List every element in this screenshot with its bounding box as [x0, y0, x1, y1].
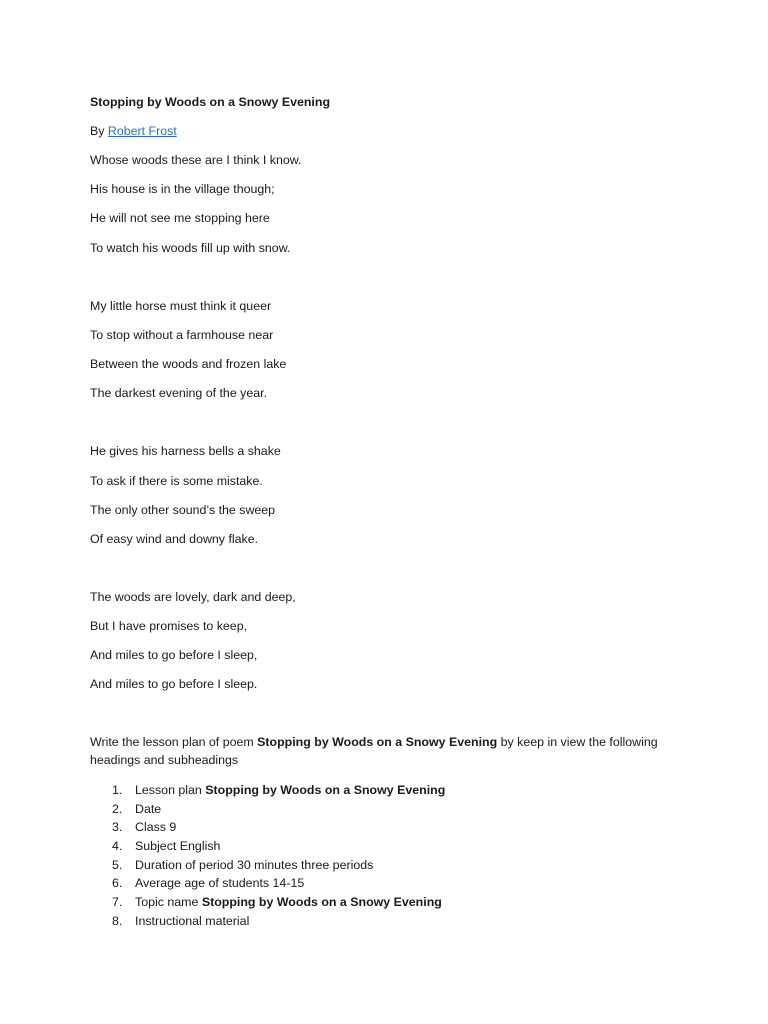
lesson-plan-list	[90, 781, 445, 931]
poem-line: To ask if there is some mistake.	[90, 474, 263, 488]
list-item-text: Duration of period 30 minutes three periods	[135, 857, 374, 872]
list-item	[90, 856, 445, 875]
assignment-paragraph	[90, 733, 670, 769]
poem-line: To watch his woods fill up with snow.	[90, 241, 291, 255]
poem-line: He will not see me stopping here	[90, 211, 270, 225]
list-item-text: Average age of students 14-15	[135, 876, 305, 891]
list-number: 4.	[112, 839, 123, 854]
poem-line: And miles to go before I sleep,	[90, 648, 258, 662]
list-item-text: Instructional material	[135, 913, 250, 928]
list-item	[90, 874, 445, 893]
list-item-bold: Stopping by Woods on a Snowy Evening	[205, 783, 446, 797]
list-item-bold: Stopping by Woods on a Snowy Evening	[201, 895, 442, 910]
list-item-text: Subject English	[135, 839, 221, 854]
list-item	[90, 818, 445, 837]
list-item	[90, 800, 445, 819]
byline-prefix: By	[90, 124, 108, 138]
poem-line: And miles to go before I sleep.	[90, 677, 258, 691]
poem-line: He gives his harness bells a shake	[90, 444, 281, 458]
list-number: 2.	[112, 801, 123, 816]
list-item-text: Topic name	[135, 895, 202, 910]
assignment-intro: Write the lesson plan of poem	[90, 735, 258, 749]
poem-line: His house is in the village though;	[90, 182, 275, 196]
list-item-text: Date	[135, 801, 162, 816]
poem-line: Between the woods and frozen lake	[90, 357, 287, 371]
assignment-intro-end: by keep in view the following headings and subheadings	[90, 735, 658, 767]
assignment-poem-title: Stopping by Woods on a Snowy Evening	[257, 735, 498, 749]
list-item-text: Class 9	[135, 820, 177, 835]
list-item	[90, 912, 445, 931]
list-number: 5.	[112, 857, 123, 872]
poem-line: The only other sound’s the sweep	[90, 503, 276, 517]
list-number: 7.	[112, 895, 123, 910]
author-link[interactable]: Robert Frost	[107, 124, 177, 138]
poem-line: The woods are lovely, dark and deep,	[90, 590, 296, 604]
list-item	[90, 837, 445, 856]
poem-line: But I have promises to keep,	[90, 619, 248, 633]
poem-line: Of easy wind and downy flake.	[90, 532, 259, 546]
byline	[90, 123, 177, 139]
list-number: 1.	[112, 783, 123, 797]
poem-line: To stop without a farmhouse near	[90, 328, 274, 342]
list-item	[90, 781, 445, 800]
list-item	[90, 893, 445, 912]
list-number: 3.	[112, 820, 123, 835]
poem-line: Whose woods these are I think I know.	[90, 153, 302, 167]
poem-line: My little horse must think it queer	[90, 299, 272, 313]
poem-line: The darkest evening of the year.	[90, 386, 268, 400]
poem-title: Stopping by Woods on a Snowy Evening	[90, 95, 331, 109]
list-number: 6.	[112, 876, 123, 891]
list-number: 8.	[112, 913, 123, 928]
list-item-text: Lesson plan	[135, 783, 206, 797]
